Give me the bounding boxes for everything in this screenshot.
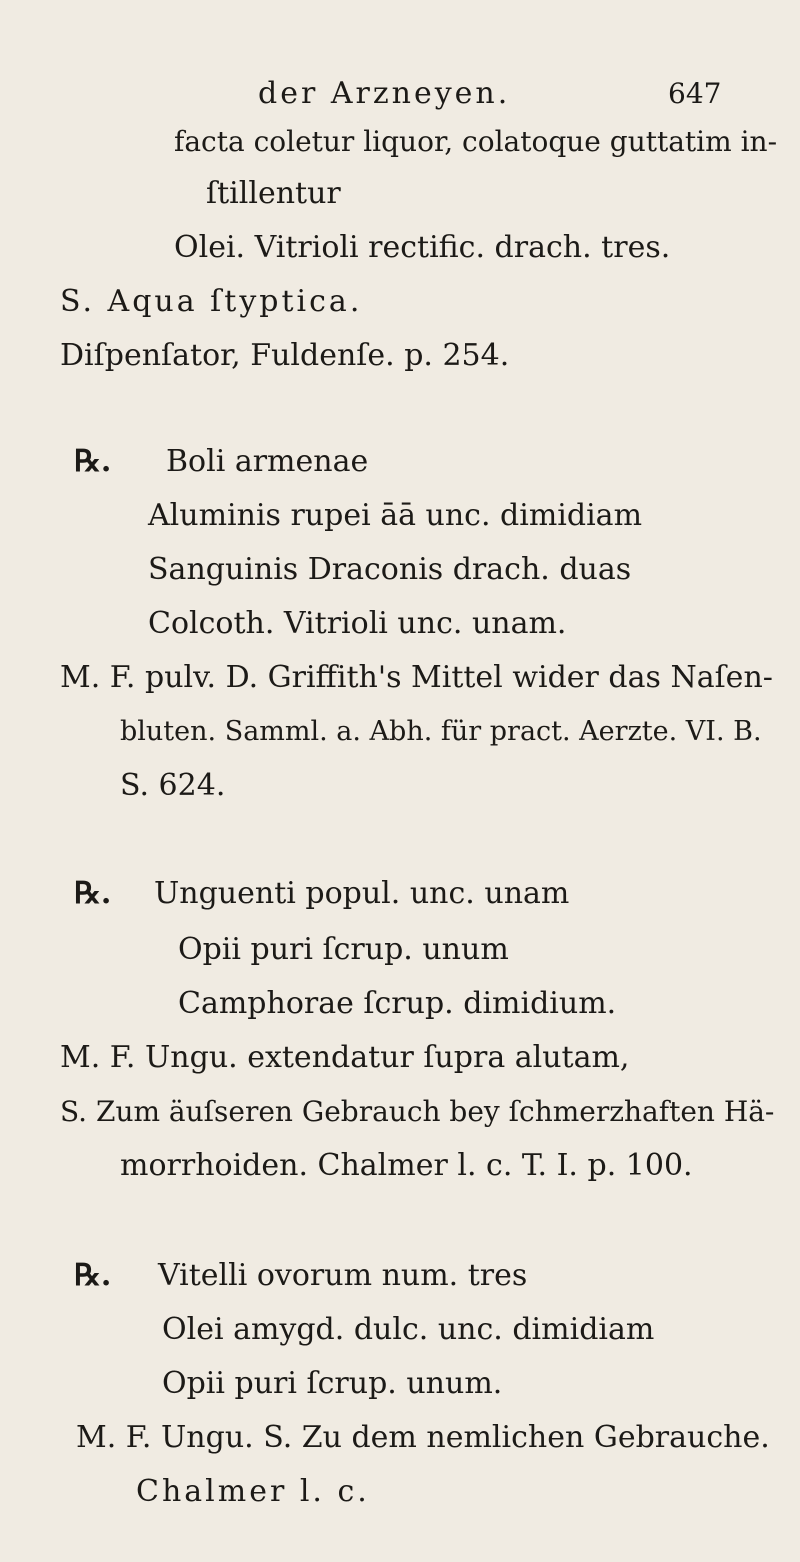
running-title: der Arzneyen. (258, 76, 511, 111)
ingredient-line: Sanguinis Draconis drach. duas (148, 552, 632, 587)
ingredient-line: Colcoth. Vitrioli unc. unam. (148, 606, 567, 641)
ingredient-line: Olei amygd. dulc. unc. dimidiam (162, 1312, 655, 1347)
page-number: 647 (668, 77, 722, 110)
recipe-symbol: ℞. (74, 444, 112, 479)
author-text: Chalmer l. c. (136, 1474, 370, 1509)
ingredient-line: Camphorae ſcrup. dimidium. (178, 986, 617, 1021)
instruction-line: bluten. Samml. a. Abh. für pract. Aerzte. VI. B. (120, 716, 762, 747)
ingredient-line: Opii puri ſcrup. unum. (162, 1366, 503, 1401)
recipe-symbol: ℞. (74, 1258, 112, 1293)
signature-text: S. Aqua ſtyptica. (60, 284, 363, 319)
ingredient-line: Unguenti popul. unc. unam (154, 876, 570, 911)
ingredient-line: Opii puri ſcrup. unum (178, 932, 509, 967)
ingredient-line: Aluminis rupei āā unc. dimidiam (148, 498, 643, 533)
ingredient-line: Vitelli ovorum num. tres (158, 1258, 528, 1293)
text-line: facta coletur liquor, colatoque guttatim in- (174, 125, 778, 158)
source-line (136, 1474, 370, 1510)
source-line: Diſpenſator, Fuldenſe. p. 254. (60, 338, 510, 373)
instruction-line: M. F. pulv. D. Griffith's Mittel wider das Naſen- (60, 660, 773, 695)
instruction-line: M. F. Ungu. extendatur ſupra alutam, (60, 1040, 630, 1075)
instruction-line: M. F. Ungu. S. Zu dem nemlichen Gebrauche. (76, 1420, 770, 1455)
ingredient-line: Boli armenae (166, 444, 369, 479)
text-line: ſtillentur (206, 176, 341, 211)
signature-line (60, 284, 362, 320)
text-line: Olei. Vitrioli rectific. drach. tres. (174, 230, 671, 265)
instruction-line: S. 624. (120, 768, 226, 803)
recipe-symbol: ℞. (74, 876, 112, 911)
instruction-line: morrhoiden. Chalmer l. c. T. I. p. 100. (120, 1148, 693, 1183)
instruction-line: S. Zum äuſseren Gebrauch bey ſchmerzhaften Hä- (60, 1095, 775, 1128)
